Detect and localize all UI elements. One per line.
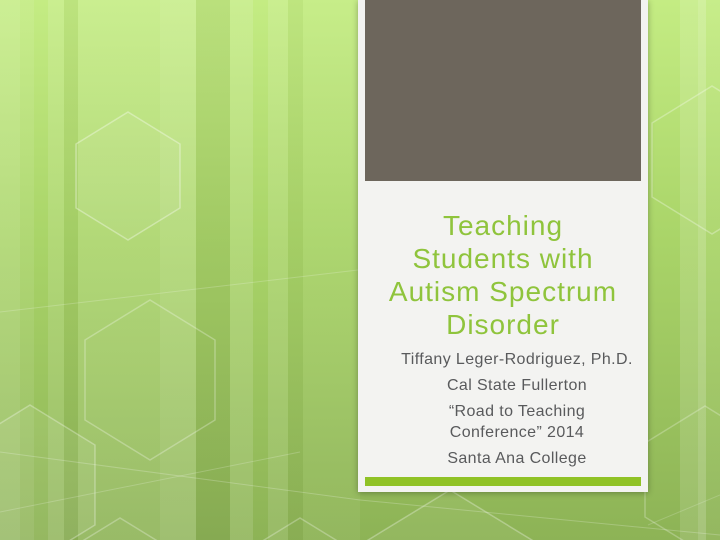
accent-bar bbox=[365, 477, 641, 486]
slide-subtitle bbox=[393, 350, 641, 469]
slide-title bbox=[365, 209, 641, 341]
image-placeholder bbox=[365, 0, 641, 181]
subtitle-conference-line2: Conference” 2014 bbox=[449, 424, 585, 441]
subtitle-affiliation: Cal State Fullerton bbox=[446, 377, 588, 394]
title-card bbox=[358, 0, 648, 492]
slide-title-line: Autism Spectrum bbox=[388, 276, 618, 307]
slide-title-line: Students with bbox=[412, 243, 594, 274]
subtitle-author: Tiffany Leger-Rodriguez, Ph.D. bbox=[401, 351, 633, 368]
subtitle-college: Santa Ana College bbox=[447, 450, 587, 467]
slide-title-line: Disorder bbox=[446, 309, 560, 340]
slide-title-line: Teaching bbox=[442, 210, 564, 241]
subtitle-conference-line1: “Road to Teaching bbox=[448, 403, 586, 420]
